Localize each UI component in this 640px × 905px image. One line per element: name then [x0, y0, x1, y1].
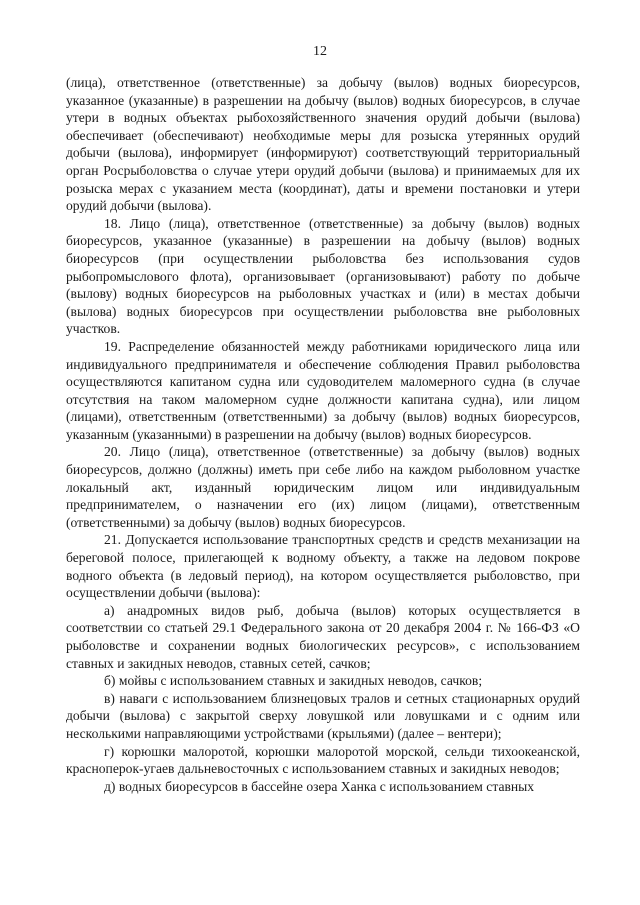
document-body — [66, 74, 580, 795]
paragraph-19: 19. Распределение обязанностей между работниками юридического лица или индивидуального предпринимателя и обеспечение соблюдения Правил рыболовства осуществляются капитаном судна или судоводителем маломерного судна (в случае отсутствия на таком маломерном судне должности капитана судна), или лицом (лицами), ответственным (ответственными) за добычу (вылов) водных биоресурсов, указанным (указанными) в разрешении на добычу (вылов) водных биоресурсов. — [66, 338, 580, 442]
paragraph-continuation: (лица), ответственное (ответственные) за добычу (вылов) водных биоресурсов, указанное (указанные) в разрешении на добычу (вылов) водных биоресурсов, в случае утери в водных объектах рыбохозяйственного значения орудий добычи (вылова) обеспечивает (обеспечивают) необходимые меры для розыска утерянных орудий добычи (вылова), информирует (информируют) соответствующий территориальный орган Росрыболовства о случае утери орудий добычи (вылова) и принимаемых для их розыска мерах с указанием места (координат), даты и времени постановки и утери орудий добычи (вылова). — [66, 75, 580, 214]
paragraph-18: 18. Лицо (лица), ответственное (ответственные) за добычу (вылов) водных биоресурсов, указанное (указанные) в разрешении на добычу (вылов) водных биоресурсов (при осуществлении рыболовства без использования судов рыбопромыслового флота), организовывает (организовывают) работу по добыче (вылову) водных биоресурсов на рыболовных участках и (или) в местах добычи (вылова) водных биоресурсов при осуществлении рыболовства вне рыболовных участков. — [66, 215, 580, 337]
page-number: 12 — [313, 44, 327, 59]
list-item-a: а) анадромных видов рыб, добыча (вылов) которых осуществляется в соответствии со статьей 29.1 Федерального закона от 20 декабря 2004 г. № 166-ФЗ «О рыболовстве и сохранении водных биологических ресурсов», с использованием ставных и закидных неводов, ставных сетей, сачков; — [66, 602, 580, 671]
paragraph-20: 20. Лицо (лица), ответственное (ответственные) за добычу (вылов) водных биоресурсов, должно (должны) иметь при себе либо на каждом рыболовном участке локальный акт, изданный юридическим лицом или индивидуальным предпринимателем, о назначении его (их) лицом (лицами), ответственным (ответственными) за добычу (вылов) водных биоресурсов. — [66, 444, 580, 530]
paragraph-21: 21. Допускается использование транспортных средств и средств механизации на береговой полосе, прилегающей к водному объекту, а также на ледовом покрове водного объекта (в ледовый период), на котором осуществляется рыболовство, при осуществлении добычи (вылова): — [66, 532, 580, 601]
list-item-b: б) мойвы с использованием ставных и закидных неводов, сачков; — [104, 673, 483, 689]
list-item-v: в) наваги с использованием близнецовых тралов и сетных стационарных орудий добычи (вылова) с закрытой сверху ловушкой или ловушками и с одним или несколькими направляющими устройствами (крыльями) (далее – вентери); — [66, 690, 580, 741]
list-item-g: г) корюшки малоротой, корюшки малоротой морской, сельди тихоокеанской, красноперок-угаев дальневосточных с использованием ставных и закидных неводов; — [66, 743, 580, 777]
list-item-d: д) водных биоресурсов в бассейне озера Ханка с использованием ставных — [104, 778, 535, 794]
